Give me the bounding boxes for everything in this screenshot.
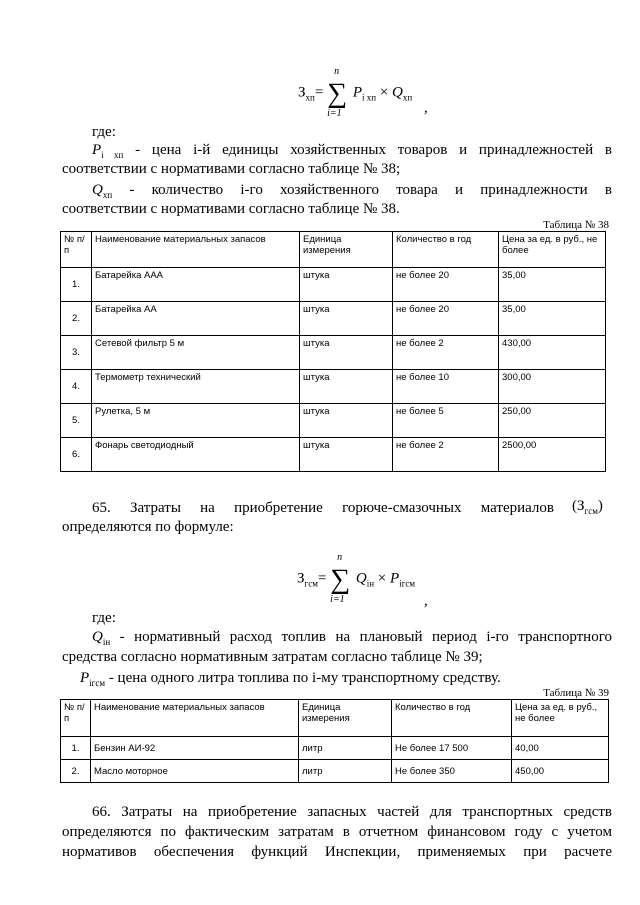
where-label-2: где: (92, 610, 116, 626)
table-cell: 1. (61, 737, 91, 760)
table-cell: 35,00 (499, 268, 606, 302)
table-38 (60, 231, 606, 472)
sum-symbol: ∑ n i=1 (327, 66, 348, 119)
formula-lhs: З (297, 570, 305, 587)
header-cell: № п/п (61, 232, 92, 268)
table-cell: 250,00 (499, 404, 606, 438)
header-cell: Цена за ед. в руб., не более (512, 700, 609, 737)
sum-top: n (337, 552, 343, 563)
table-cell: 300,00 (499, 370, 606, 404)
table-cell: 4. (61, 370, 92, 404)
table-cell: не более 10 (393, 370, 499, 404)
term-1: Q (355, 570, 367, 587)
table-cell: штука (300, 302, 393, 336)
table-cell: Рулетка, 5 м (92, 404, 300, 438)
table-cell: не более 2 (393, 336, 499, 370)
paragraph-66-line-3: нормативов обеспечения функций Инспекции, применяемых при расчете (62, 844, 612, 860)
table-cell: не более 5 (393, 404, 499, 438)
def-4-symbol-sub: iгсм (89, 678, 106, 688)
table-cell: 3. (61, 336, 92, 370)
table-row (61, 737, 609, 760)
term-2-sub: iгсм (399, 578, 416, 589)
def-1-text: - цена i-й единицы хозяйственных товаров и принадлежностей в (123, 142, 612, 158)
table-cell: Термометр технический (92, 370, 300, 404)
operator: × (377, 570, 387, 587)
def-3-symbol-sub: iн (102, 637, 111, 647)
table-cell: штука (300, 438, 393, 472)
def-4-symbol: P (80, 670, 90, 686)
def-3-symbol: Q (92, 629, 103, 645)
table-row (61, 438, 606, 472)
para-65-sym: З (577, 498, 585, 514)
table-cell: штука (300, 370, 393, 404)
paragraph-65-line-2: определяются по формуле: (62, 519, 234, 535)
table-row (61, 336, 606, 370)
term-1-sub: iн (366, 578, 375, 589)
table-cell: Не более 350 (392, 760, 512, 783)
table-cell: Не более 17 500 (392, 737, 512, 760)
table-cell: не более 20 (393, 268, 499, 302)
paragraph-66-line-2: определяются по фактическим затратам в отчетном финансовом году с учетом (62, 824, 612, 840)
term-2: P (390, 570, 400, 587)
table-cell: 1. (61, 268, 92, 302)
def-2-text: - количество i-го хозяйственного товара и принадлежности в (112, 182, 612, 198)
def-2-symbol-sub: хп (102, 190, 113, 200)
table-cell: 40,00 (512, 737, 609, 760)
table-cell: 5. (61, 404, 92, 438)
formula-lhs: З (298, 84, 306, 101)
term-1: P (352, 84, 362, 101)
table-cell: 6. (61, 438, 92, 472)
formula-1-comma: , (424, 100, 428, 116)
table-cell: Батарейка ААА (92, 268, 300, 302)
header-cell: Цена за ед. в руб., не более (499, 232, 606, 268)
formula-lhs-sub: хп (305, 92, 315, 103)
table-cell: литр (299, 737, 392, 760)
formula-2: $З_{гсм}=$ ∑ n i=1 $Q_{iн} \times P_{iгсм}$ (297, 552, 416, 605)
paragraph-65-symbol: $(З_{гсм})$ (572, 498, 603, 516)
def-1-symbol: P (92, 142, 102, 158)
header-cell: Наименование материальных запасов (91, 700, 299, 737)
table-cell: Батарейка АА (92, 302, 300, 336)
table-row (61, 760, 609, 783)
definition-4 (80, 669, 501, 693)
definition-3-line-2: средства согласно нормативным затратам согласно таблице № 39; (62, 649, 483, 665)
table-cell: Фонарь светодиодный (92, 438, 300, 472)
header-cell: Наименование материальных запасов (92, 232, 300, 268)
term-2-sub: хп (402, 92, 413, 103)
def-4-text: - цена одного литра топлива по i-му транспортному средству. (105, 670, 501, 686)
table-cell: 2500,00 (499, 438, 606, 472)
table-cell: Масло моторное (91, 760, 299, 783)
table-cell: штука (300, 268, 393, 302)
operator: × (379, 84, 389, 101)
definition-1-line-2: соответствии с нормативами согласно таблице № 38; (62, 161, 401, 177)
table-row (61, 268, 606, 302)
paragraph-66-line-1: 66. Затраты на приобретение запасных частей для транспортных средств (92, 804, 612, 820)
table-39 (60, 699, 609, 783)
table-cell: Сетевой фильтр 5 м (92, 336, 300, 370)
table-row (61, 404, 606, 438)
sum-bottom: i=1 (327, 108, 342, 119)
definition-2-line-2: соответствии с нормативами согласно таблице № 38. (62, 201, 400, 217)
table-cell: штука (300, 404, 393, 438)
formula-lhs-sub: гсм (304, 578, 318, 589)
table-cell: 430,00 (499, 336, 606, 370)
header-cell: Количество в год (393, 232, 499, 268)
table-cell: литр (299, 760, 392, 783)
paragraph-65-line-1: 65. Затраты на приобретение горюче-смазочных материалов (92, 500, 554, 516)
header-cell: Единица измерения (300, 232, 393, 268)
table-row (61, 302, 606, 336)
table-cell: не более 2 (393, 438, 499, 472)
def-3-text: - нормативный расход топлив на плановый период i-го транспортного (110, 629, 612, 645)
table-cell: 35,00 (499, 302, 606, 336)
table-cell: штука (300, 336, 393, 370)
para-65-sym-sub: гсм (584, 506, 598, 516)
header-cell: № п/п (61, 700, 91, 737)
table-header-row (61, 232, 606, 268)
sum-symbol: ∑ n i=1 (330, 552, 351, 605)
term-2: Q (392, 84, 403, 101)
table-row (61, 370, 606, 404)
sum-bottom: i=1 (330, 594, 345, 605)
table-39-caption: Таблица № 39 (543, 687, 609, 699)
table-cell: 2. (61, 760, 91, 783)
formula-2-comma: , (424, 593, 428, 609)
sum-top: n (334, 66, 340, 77)
def-1-symbol-sub: i хп (101, 150, 124, 160)
def-2-symbol: Q (92, 182, 103, 198)
table-cell: не более 20 (393, 302, 499, 336)
table-cell: 2. (61, 302, 92, 336)
formula-1: $З_{хп}=$ ∑ n i=1 $P_{i хп} \times Q_{хп}$ (298, 66, 413, 119)
header-cell: Количество в год (392, 700, 512, 737)
table-cell: 450,00 (512, 760, 609, 783)
table-header-row (61, 700, 609, 737)
where-label-1: где: (92, 124, 116, 140)
table-38-caption: Таблица № 38 (543, 219, 609, 231)
term-1-sub: i хп (361, 92, 377, 103)
header-cell: Единица измерения (299, 700, 392, 737)
table-cell: Бензин АИ-92 (91, 737, 299, 760)
